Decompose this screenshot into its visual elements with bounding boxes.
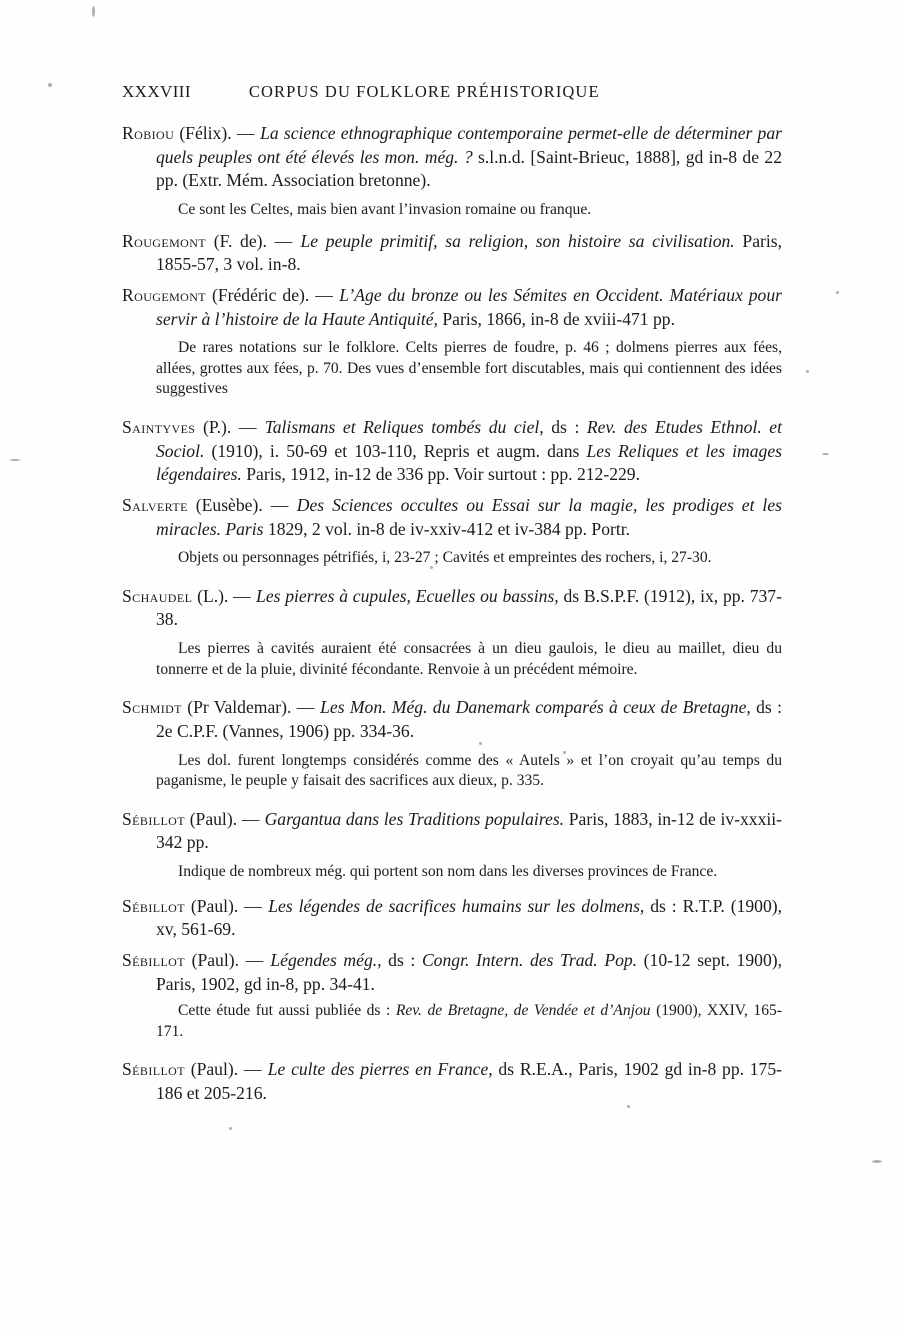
bibliography-body: [122, 122, 782, 1110]
entry-author: Schmidt: [122, 697, 182, 718]
entry-author: Salverte: [122, 494, 188, 515]
scan-speck: [806, 370, 809, 373]
entry-author-rest: (Paul).: [190, 1059, 239, 1080]
entry-imprint: ds R.E.A., Paris, 1902 gd in-8 pp. 175-186 et 205-216.: [156, 1059, 782, 1104]
entry-mid: ds :: [381, 949, 422, 970]
scan-speck: [92, 6, 95, 17]
entry-title: Les légendes de sacrifices humains sur les dolmens,: [268, 895, 645, 916]
entry-title: Talismans et Reliques tombés du ciel,: [264, 416, 544, 437]
entry-author: Sébillot: [122, 895, 185, 916]
entry-imprint: Paris, 1883, in-12 de iv-xxxii-342 pp.: [156, 808, 783, 853]
entry-journal: Congr. Intern. des Trad. Pop.: [421, 949, 638, 970]
entry-imprint: Paris, 1855-57, 3 vol. in-8.: [156, 230, 782, 275]
bibliography-entry: [122, 1058, 782, 1105]
entry-note: Ce sont les Celtes, mais bien avant l’invasion romaine ou franque.: [178, 200, 592, 218]
entry-note-pre: Cette étude fut aussi publiée ds :: [178, 1002, 396, 1020]
bibliography-entry: [122, 808, 782, 855]
entry-title: Gargantua dans les Traditions populaires.: [264, 808, 565, 829]
entry-title: Des Sciences occultes ou Essai sur la magie, les prodiges et les miracles. Paris: [156, 494, 782, 539]
scan-speck: [822, 453, 829, 455]
entry-dash: —: [241, 808, 260, 829]
entry-author: Robiou: [122, 123, 175, 143]
entry-author-rest: (Félix).: [179, 123, 232, 143]
scan-speck: [229, 1127, 232, 1130]
entry-imprint: Paris, 1912, in-12 de 336 pp. Voir surtout : pp. 212-229.: [241, 464, 640, 485]
entry-author-rest: (Eusèbe).: [195, 494, 263, 515]
entry-author: Rougemont: [122, 284, 206, 305]
entry-note: De rares notations sur le folklore. Celts pierres de foudre, p. 46 ; dolmens pierres aux fées, allées, grottes aux fées, p. 70. Des vues d’ensemble fort discutables, mais qui contiennent des idées suggestives: [156, 339, 782, 398]
entry-title: Les Mon. Még. du Danemark comparés à ceux de Bretagne,: [320, 697, 751, 718]
entry-author-rest: (L.).: [197, 585, 229, 606]
entry-title: Légendes még.,: [270, 949, 382, 970]
entry-imprint: s.l.n.d. [Saint-Brieuc, 1888], gd in-8 de 22 pp. (Extr. Mém. Association bretonne).: [156, 146, 782, 191]
bibliography-entry: [122, 230, 782, 277]
entry-dash: —: [245, 949, 264, 970]
entry-dash: —: [243, 1059, 262, 1080]
entry-mid: ds :: [543, 416, 587, 437]
running-head: [122, 82, 782, 102]
entry-note: Les dol. furent longtemps considérés comme des « Autels » et l’on croyait qu’au temps du paganisme, le peuple y faisait des sacrifices aux dieux, p. 335.: [156, 751, 782, 790]
entry-author: Sébillot: [122, 1059, 185, 1080]
scan-speck: [836, 291, 839, 294]
entry-author-rest: (Paul).: [189, 808, 238, 829]
entry-imprint: ds B.S.P.F. (1912), ix, pp. 737-38.: [156, 585, 782, 630]
entry-imprint: Paris, 1866, in-8 de xviii-471 pp.: [437, 308, 675, 329]
entry-title-2: Les Reliques et les images légendaires.: [156, 440, 782, 485]
entry-author: Sébillot: [122, 949, 185, 970]
scan-speck: [10, 459, 20, 461]
entry-dash: —: [244, 895, 263, 916]
entry-imprint: ds : R.T.P. (1900), xv, 561-69.: [156, 895, 783, 940]
entry-author-rest: (Paul).: [191, 949, 240, 970]
entry-author-rest: (Paul).: [190, 895, 239, 916]
entry-note: [122, 1001, 782, 1042]
page-title: CORPUS DU FOLKLORE PRÉHISTORIQUE: [248, 82, 600, 101]
entry-author: Schaudel: [122, 585, 193, 606]
entry-author-rest: (P.).: [202, 416, 232, 437]
entry-note-post: (1900), XXIV, 165-171.: [156, 1002, 783, 1040]
bibliography-entry: [122, 416, 782, 487]
entry-dash: —: [238, 416, 257, 437]
bibliography-entry: [122, 284, 782, 331]
entry-author-rest: (Frédéric de).: [211, 284, 310, 305]
entry-dash: —: [236, 123, 255, 143]
entry-title: L’Age du bronze ou les Sémites en Occident. Matériaux pour servir à l’histoire de la Haute Antiquité,: [156, 284, 782, 329]
entry-author: Saintyves: [122, 416, 196, 437]
entry-imprint: (10-12 sept. 1900), Paris, 1902, gd in-8, pp. 34-41.: [156, 949, 782, 994]
entry-dash: —: [315, 284, 334, 305]
entry-author: Rougemont: [122, 230, 206, 251]
entry-author: Sébillot: [122, 808, 185, 829]
bibliography-entry: [122, 122, 782, 193]
entry-title: La science ethnographique contemporaine permet-elle de déterminer par quels peuples ont été élevés les mon. még. ?: [156, 123, 782, 167]
scan-speck: [48, 83, 52, 87]
scan-speck: [872, 1160, 882, 1163]
entry-author-rest: (Pr Valdemar).: [187, 697, 292, 718]
bibliography-entry: [122, 949, 782, 996]
entry-author-rest: (F. de).: [213, 230, 267, 251]
entry-journal: Rev. des Etudes Ethnol. et Sociol.: [156, 416, 782, 461]
entry-note-journal: Rev. de Bretagne, de Vendée et d’Anjou: [395, 1002, 651, 1020]
entry-title: Les pierres à cupules, Ecuelles ou bassins,: [256, 585, 559, 606]
entry-dash: —: [274, 230, 293, 251]
entry-dash: —: [296, 697, 315, 718]
entry-note: Objets ou personnages pétrifiés, i, 23-27 ; Cavités et empreintes des rochers, i, 27-30.: [178, 549, 712, 567]
entry-note: Indique de nombreux még. qui portent son nom dans les diverses provinces de France.: [178, 863, 718, 881]
bibliography-entry: [122, 696, 782, 743]
entry-dash: —: [270, 494, 289, 515]
entry-imprint: ds : 2e C.P.F. (Vannes, 1906) pp. 334-36.: [156, 697, 782, 741]
folio-number: XXXVIII: [122, 82, 191, 101]
entry-imprint: 1829, 2 vol. in-8 de iv-xxiv-412 et iv-384 pp. Portr.: [263, 518, 631, 539]
entry-title: Le culte des pierres en France,: [267, 1059, 493, 1080]
entry-note: Les pierres à cavités auraient été consacrées à un dieu gaulois, le dieu au maillet, dieu du tonnerre et de la pluie, divinité fécondante. Renvoie à un précédent mémoire.: [156, 640, 782, 678]
bibliography-entry: [122, 895, 782, 942]
entry-mid-2: (1910), i. 50-69 et 103-110, Repris et augm. dans: [204, 440, 587, 461]
bibliography-entry: [122, 494, 782, 541]
bibliography-entry: [122, 585, 782, 632]
entry-dash: —: [233, 585, 252, 606]
entry-title: Le peuple primitif, sa religion, son histoire sa civilisation.: [300, 230, 735, 251]
